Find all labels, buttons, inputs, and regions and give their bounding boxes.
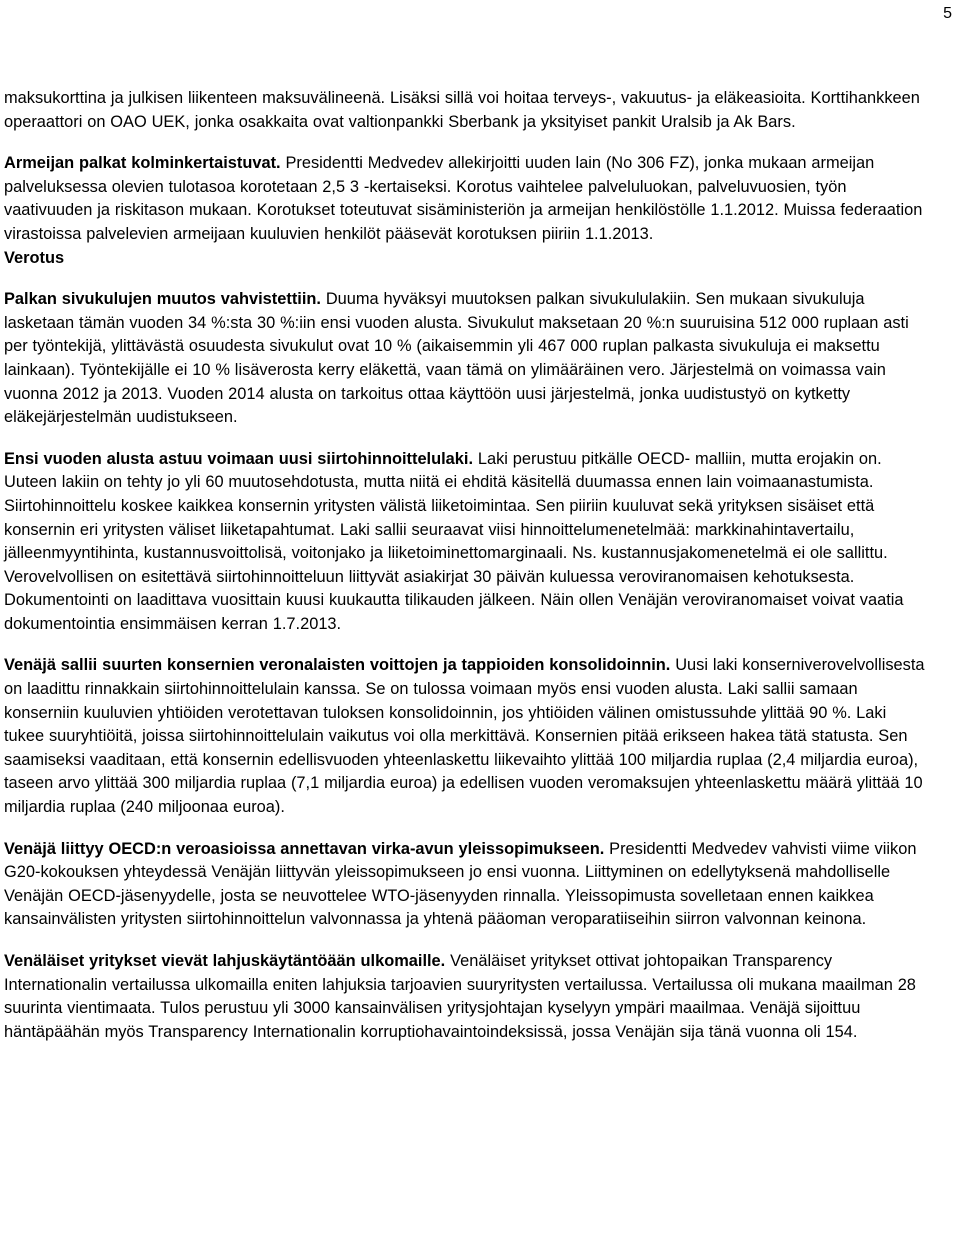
paragraph-lead: Venäläiset yritykset vievät lahjuskäytäntöään ulkomaille. xyxy=(4,952,446,970)
paragraph-lead: Ensi vuoden alusta astuu voimaan uusi siirtohinnoittelulaki. xyxy=(4,449,474,468)
paragraph-army-salaries xyxy=(4,152,926,246)
paragraph-text: Duuma hyväksyi muutoksen palkan sivukululakiin. Sen mukaan sivukuluja lasketaan tämän vuoden 34 %:sta 30 %:iin ensi vuoden alusta. Sivukulut maksetaan 20 %:n suuruisina 512 000 ruplaan asti per työntekijä, ylittävästä osuudesta sivukulut ovat 10 % (aikaisemmin yli 467 000 ruplan palkasta sivukuluja ei maksettu lainkaan). Työntekijälle ei 10 % lisäverosta kerry eläkettä, vaan tämä on ylimääräinen vero. Järjestelmä on voimassa vain vuonna 2012 ja 2013. Vuoden 2014 alusta on tarkoitus ottaa käyttöön uusi järjestelmä, jonka uudistustyö on kytketty eläkejärjestelmän uudistukseen. xyxy=(4,290,909,427)
paragraph-text: Presidentti Medvedev allekirjoitti uuden lain (No 306 FZ), jonka mukaan armeijan palveluksessa olevien tulotasoa korotetaan 2,5 3 -kertaiseksi. Korotus vaihtelee palveluluokan, palveluvuosien, työn vaativuuden ja riskitason mukaan. Korotukset toteutuvat sisäministeriön ja armeijan henkilöstölle 1.1.2012. Muissa federaation virastoissa palvelevien armeijaan kuuluvien henkilöt pääsevät korotuksen piiriin 1.1.2013. xyxy=(4,154,923,243)
paragraph-text: Presidentti Medvedev vahvisti viime viikon G20-kokouksen yhteydessä Venäjän liittyvän yleissopimukseen jo ensi vuonna. Liittyminen on edellytyksenä mahdolliselle Venäjän OECD-jäsenyydelle, josta se neuvottelee WTO-jäsenyyden rinnalla. Yleissopimusta sovelletaan ennen kaikkea kansainvälisten yritysten siirtohinnoittelun valvonnassa ja yhtenä pääoman veroparatiiseihin siirron valvonnan keinona. xyxy=(4,839,917,929)
paragraph-text: maksukorttina ja julkisen liikenteen maksuvälineenä. Lisäksi sillä voi hoitaa terveys-, vakuutus- ja eläkeasioita. Korttihankkeen operaattori on OAO UEK, jonka osakkaita ovat valtionpankki Sberbank ja yksityiset pankit Uralsib ja Ak Bars. xyxy=(4,89,920,131)
document-body xyxy=(4,87,926,1044)
section-heading-taxation: Verotus xyxy=(4,248,65,267)
paragraph-text: Venäläiset yritykset ottivat johtopaikan Transparency Internationalin vertailussa ulkomailla eniten lahjuksia tarjoavien suuryritysten vertailussa. Vertailussa oli mukana maailman 28 suurinta vientimaata. Tulos perustuu yli 3000 kansainvälisen yritysjohtajan kyselyyn ympäri maailmaa. Venäjä sijoittuu häntäpäähän myös Transparency Internationalin korruptiohavaintoindeksissä, jossa Venäjän sija tänä vuonna oli 154. xyxy=(4,952,916,1041)
paragraph-transfer-pricing xyxy=(4,448,926,637)
paragraph-lead: Venäjä sallii suurten konsernien veronalaisten voittojen ja tappioiden konsolidoinnin. xyxy=(4,656,671,675)
paragraph-lead: Armeijan palkat kolminkertaistuvat. xyxy=(4,154,281,173)
paragraph-card-intro xyxy=(4,87,926,134)
paragraph-text: Laki perustuu pitkälle OECD- malliin, mutta erojakin on. Uuteen lakiin on tehty jo yli 60 muutosehdotusta, mutta niitä ei ehditä käsitellä duumassa ennen lain voimaanastumista. Siirtohinnoittelu koskee kaikkea konsernin yritysten välistä liiketoimintaa. Sen piiriin kuuluvat sekä yrityksen sisäiset että konsernin eri yritysten väliset liiketapahtumat. Laki sallii seuraavat viisi hinnoittelumenetelmää: markkinahintavertailu, jälleenmyyntihinta, kustannusvoittolisä, voitonjako ja liiketoiminettomarginaali. Ns. kustannusjakomenetelmä ei ole sallittu. Verovelvollisen on esitettävä siirtohinnoitteluun liittyvät asiakirjat 30 päivän kuluessa veroviranomaisen kehotuksesta. Dokumentointi on laadittava vuosittain kuusi kuukautta tilikauden jälkeen. Näin ollen Venäjän veroviranomaiset voivat vaatia dokumentointia ensimmäisen kerran 1.7.2013. xyxy=(4,449,904,633)
paragraph-lead: Palkan sivukulujen muutos vahvistettiin. xyxy=(4,290,321,309)
paragraph-lead: Venäjä liittyy OECD:n veroasioissa annettavan virka-avun yleissopimukseen. xyxy=(4,839,605,858)
paragraph-oecd xyxy=(4,838,926,932)
paragraph-consolidation xyxy=(4,654,926,819)
page-number: 5 xyxy=(943,5,952,22)
paragraph-text: Uusi laki konserniverovelvollisesta on laadittu rinnakkain siirtohinnoittelulain kanssa. Se on tulossa voimaan myös ensi vuoden alusta. Laki sallii samaan konserniin kuuluvien yhtiöiden verotettavan tuloksen konsolidoinnin, jos yhtiöiden välinen omistussuhde ylittää 90 %. Laki tukee suuryhtiöitä, joissa siirtohinnoittelulain vaikutus voi olla merkittävä. Konsernien pitää erikseen hakea tätä statusta. Sen saamiseksi vaaditaan, että konsernin edellisvuoden yhteenlaskettu liikevaihto ylittää 100 miljardia ruplaa (2,4 miljardia euroa), taseen arvo ylittää 300 miljardia ruplaa (7,1 miljardia euroa) ja edellisen vuoden veromaksujen yhteenlaskettu määrä ylittää 10 miljardia ruplaa (240 miljoonaa euroa). xyxy=(4,656,925,817)
paragraph-bribery xyxy=(4,950,926,1044)
paragraph-payroll-costs xyxy=(4,288,926,430)
